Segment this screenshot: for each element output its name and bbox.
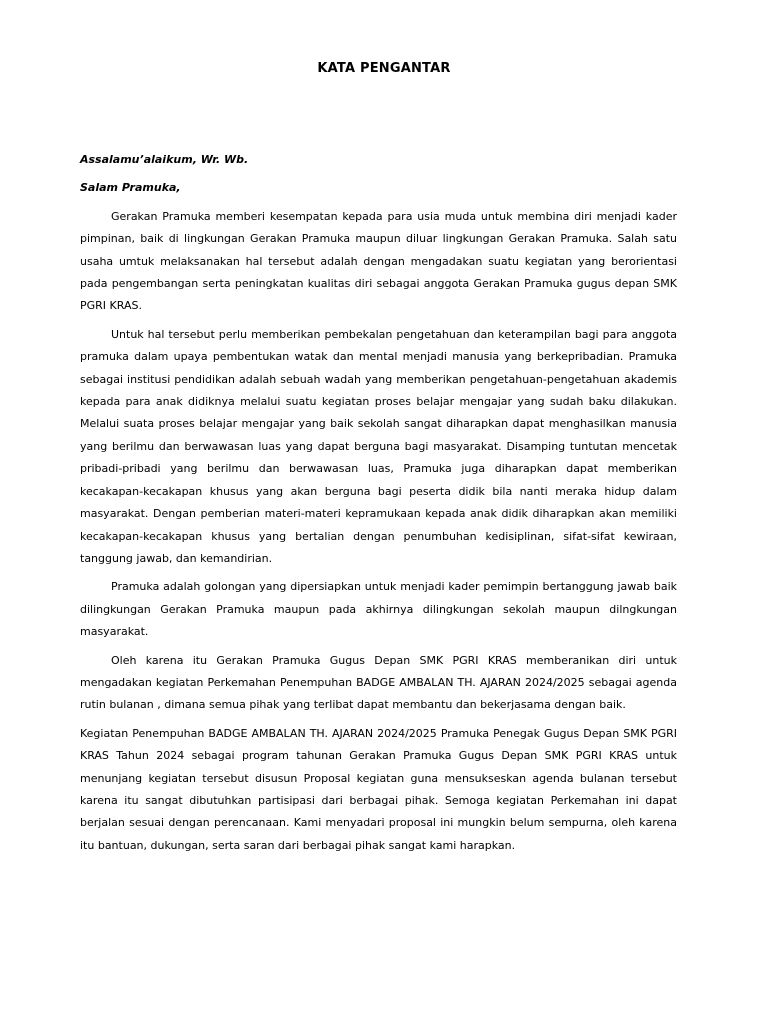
greeting-pramuka: Salam Pramuka,: [80, 181, 181, 195]
document-body: [80, 149, 677, 857]
paragraph-5: Kegiatan Penempuhan BADGE AMBALAN TH. AJARAN 2024/2025 Pramuka Penegak Gugus Depan SMK PGRI KRAS Tahun 2024 sebagai program tahunan Gerakan Pramuka Gugus Depan SMK PGRI KRAS untuk menunjang kegiatan tersebut disusun Proposal kegiatan guna mensukseskan agenda bulanan tersebut karena itu sangat dibutuhkan partisipasi dari berbagai pihak. Semoga kegiatan Perkemahan ini dapat berjalan sesuai dengan perencanaan. Kami menyadari proposal ini mungkin belum sempurna, oleh karena itu bantuan, dukungan, serta saran dari berbagai pihak sangat kami harapkan.: [80, 726, 677, 852]
paragraph-1: Gerakan Pramuka memberi kesempatan kepada para usia muda untuk membina diri menjadi kader pimpinan, baik di lingkungan Gerakan Pramuka maupun diluar lingkungan Gerakan Pramuka. Salah satu usaha umtuk melaksanakan hal tersebut adalah dengan mengadakan suatu kegiatan yang berorientasi pada pengembangan serta peningkatan kualitas diri sebagai anggota Gerakan Pramuka gugus depan SMK PGRI KRAS.: [80, 209, 677, 313]
paragraph-3: Pramuka adalah golongan yang dipersiapkan untuk menjadi kader pemimpin bertanggung jawab baik dilingkungan Gerakan Pramuka maupun pada akhirnya dilingkungan sekolah maupun dilngkungan masyarakat.: [80, 580, 677, 639]
page-title: KATA PENGANTAR: [317, 61, 451, 76]
paragraph-4: Oleh karena itu Gerakan Pramuka Gugus Depan SMK PGRI KRAS memberanikan diri untuk mengadakan kegiatan Perkemahan Penempuhan BADGE AMBALAN TH. AJARAN 2024/2025 sebagai agenda rutin bulanan , dimana semua pihak yang terlibat dapat membantu dan bekerjasama dengan baik.: [80, 653, 677, 712]
paragraph-2: Untuk hal tersebut perlu memberikan pembekalan pengetahuan dan keterampilan bagi para anggota pramuka dalam upaya pembentukan watak dan mental menjadi manusia yang berkepribadian. Pramuka sebagai institusi pendidikan adalah sebuah wadah yang memberikan pengetahuan-pengetahuan akademis kepada para anak didiknya melalui suatu kegiatan proses belajar mengajar yang sudah baku dilakukan. Melalui suata proses belajar mengajar yang baik sekolah sangat diharapkan dapat menghasilkan manusia yang berilmu dan berwawasan luas yang dapat berguna bagi masyarakat. Disamping tuntutan mencetak pribadi-pribadi yang berilmu dan berwawasan luas, Pramuka juga diharapkan dapat memberikan kecakapan-kecakapan khusus yang akan berguna bagi peserta didik bila nanti meraka hidup dalam masyarakat. Dengan pemberian materi-materi kepramukaan kepada anak didik diharapkan akan memiliki kecakapan-kecakapan khusus yang bertalian dengan penumbuhan kedisiplinan, sifat-sifat kewiraan, tanggung jawab, dan kemandirian.: [80, 327, 677, 565]
greeting-salam: Assalamu’alaikum, Wr. Wb.: [80, 153, 249, 166]
